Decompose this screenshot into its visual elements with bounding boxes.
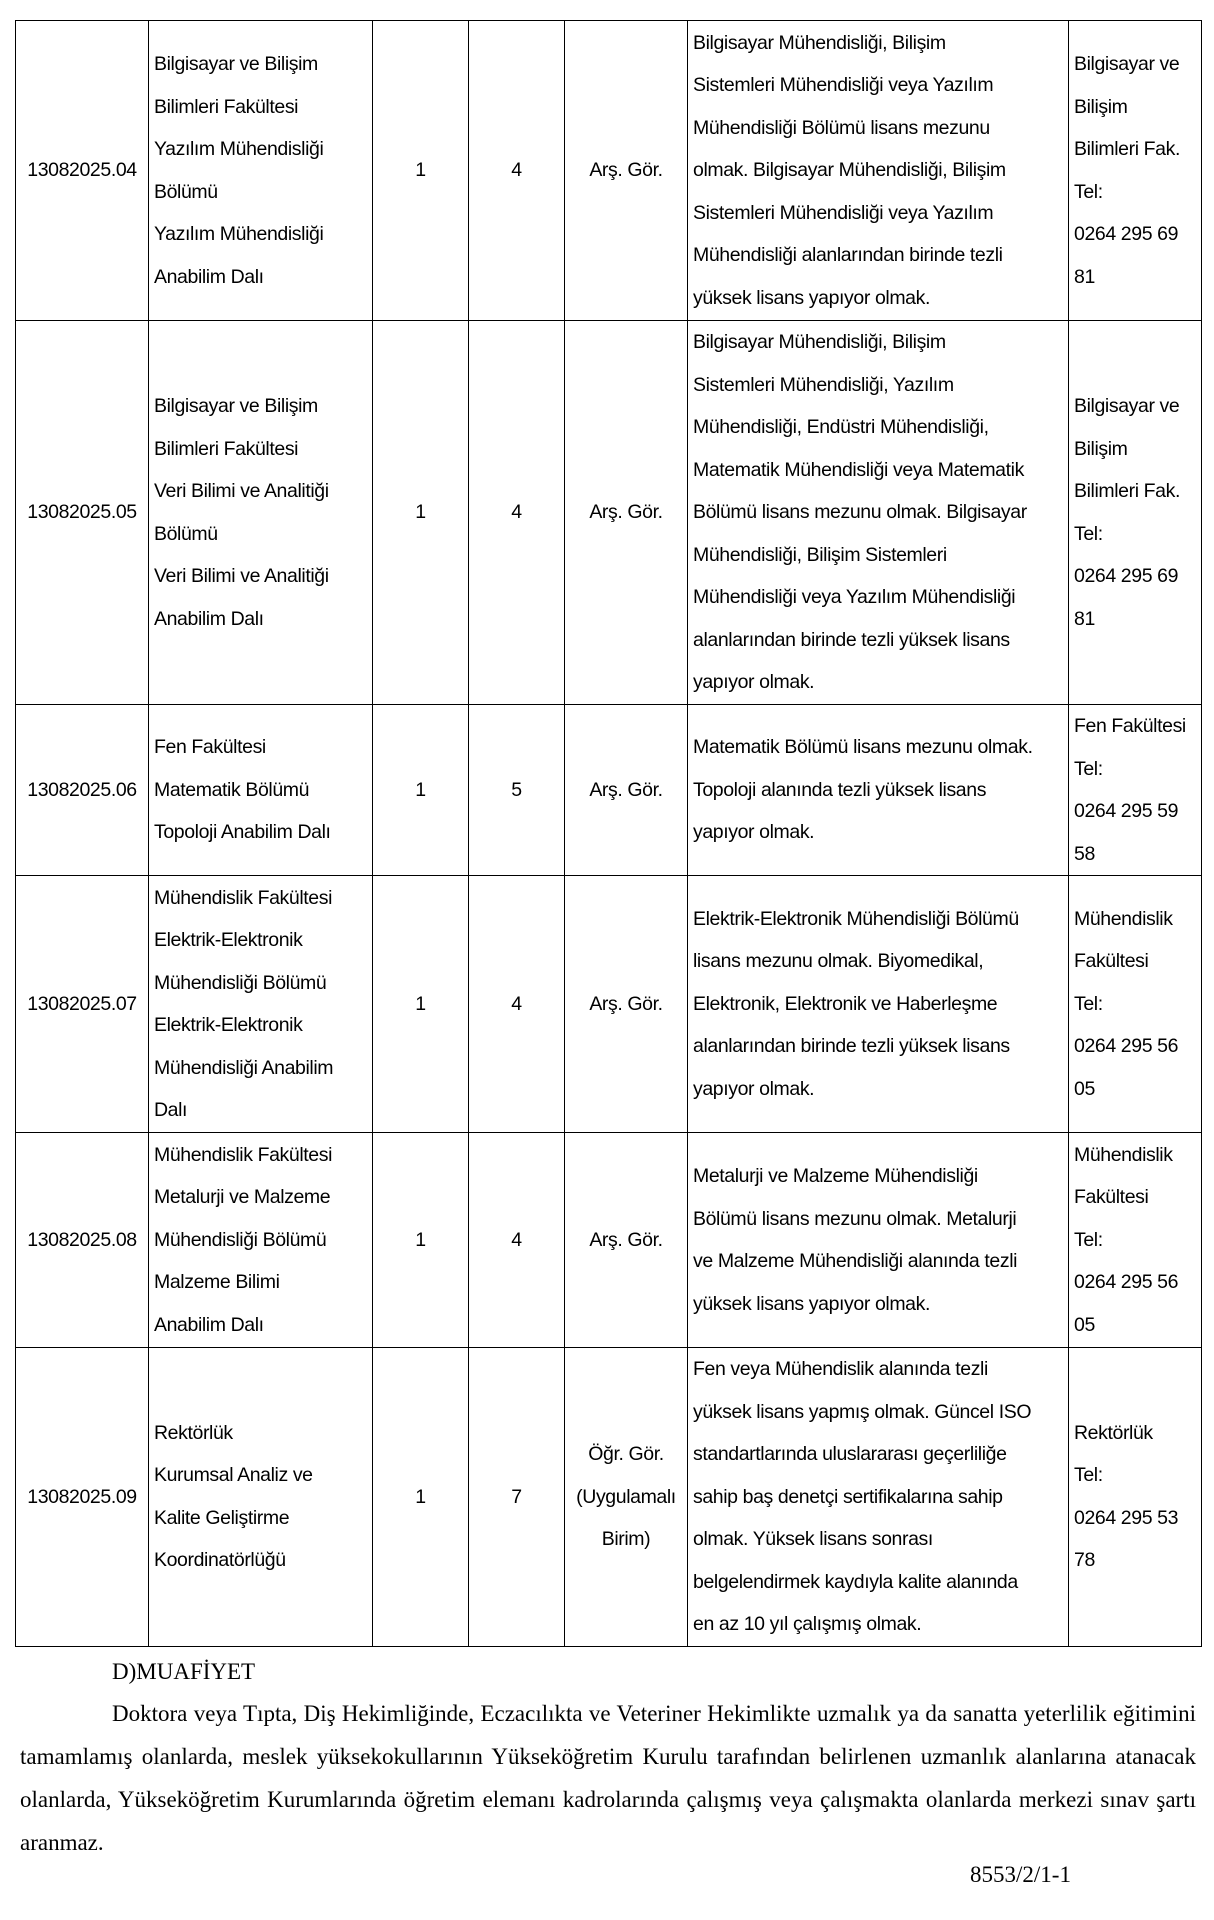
requirements-line: ve Malzeme Mühendisliği alanında tezli [693, 1250, 1018, 1272]
requirements-line: Elektronik, Elektronik ve Haberleşme [693, 992, 998, 1015]
contact-info-line: Rektörlük [1074, 1421, 1153, 1444]
unit-name-cell [149, 705, 373, 876]
requirements-line: Bölümü lisans mezunu olmak. Bilgisayar [693, 501, 1027, 524]
reference-number: 8553/2/1-1 [970, 1862, 1071, 1887]
position-title-line: Arş. Gör. [589, 501, 663, 524]
unit-name-line: Dalı [154, 1099, 188, 1121]
contact-info-line: Bilimleri Fak. [1074, 480, 1180, 502]
unit-name-line: Bölümü [154, 522, 218, 545]
exemption-text: Doktora veya Tıpta, Diş Hekimliğinde, Eczacılıkta ve Veteriner Hekimlikte uzmalık ya da sanatta yeterlilik eğitimini tamamlamış olanlarda, meslek yüksekokullarının Yükseköğretim Kurulu tarafından belirlenen uzmanlık alanlarına atanacak olanlarda, Yükseköğretim Kurumlarında öğretim elemanı kadrolarında çalışmış veya çalışmakta olanlarda merkezi sınav şartı aranmaz. [20, 1701, 1196, 1855]
table-row [16, 876, 1202, 1133]
table-row [16, 1133, 1202, 1348]
position-count-cell: 1 [373, 21, 469, 321]
requirements-line: standartlarında uluslararası geçerliliğe [693, 1443, 1007, 1465]
unit-name-line: Anabilim Dalı [154, 607, 264, 630]
contact-info-line: 0264 295 69 [1074, 565, 1179, 587]
requirements-line: Mühendisliği, Endüstri Mühendisliği, [693, 416, 989, 439]
contact-info-line: 78 [1074, 1549, 1095, 1572]
contact-info-line: Tel: [1074, 992, 1103, 1015]
unit-name-line: Bilgisayar ve Bilişim [154, 395, 318, 417]
contact-info-line: Bilişim [1074, 437, 1128, 460]
position-title-line: (Uygulamalı [576, 1485, 676, 1508]
contact-info-line: Fen Fakültesi [1074, 715, 1186, 737]
requirements-line: olmak. Yüksek lisans sonrası [693, 1528, 933, 1550]
unit-name-line: Bölümü [154, 180, 218, 203]
position-title-cell [565, 1133, 688, 1348]
position-title-cell [565, 321, 688, 705]
requirements-line: Mühendisliği, Bilişim Sistemleri [693, 543, 947, 566]
contact-info-line: 81 [1074, 607, 1095, 630]
exemption-title: D)MUAFİYET [112, 1659, 256, 1684]
position-code-cell: 13082025.07 [16, 876, 149, 1133]
requirements-line: lisans mezunu olmak. Biyomedikal, [693, 950, 984, 973]
contact-info-line: Fakültesi [1074, 1186, 1149, 1209]
position-code-cell: 13082025.04 [16, 21, 149, 321]
position-title-line: Arş. Gör. [589, 159, 663, 182]
contact-info-line: Tel: [1074, 522, 1103, 545]
requirements-line: Metalurji ve Malzeme Mühendisliği [693, 1165, 978, 1187]
unit-name-line: Mühendisliği Bölümü [154, 1228, 327, 1251]
requirements-line: Sistemleri Mühendisliği veya Yazılım [693, 74, 994, 97]
contact-info-cell [1069, 321, 1202, 705]
requirements-cell [688, 1348, 1069, 1647]
unit-name-cell [149, 876, 373, 1133]
position-code-cell: 13082025.08 [16, 1133, 149, 1348]
requirements-line: yapıyor olmak. [693, 671, 815, 694]
unit-name-line: Elektrik-Elektronik [154, 929, 303, 951]
position-degree-cell: 5 [469, 705, 565, 876]
requirements-line: alanlarından birinde tezli yüksek lisans [693, 628, 1010, 651]
position-code-cell: 13082025.09 [16, 1348, 149, 1647]
requirements-line: Mühendisliği alanlarından birinde tezli [693, 244, 1003, 267]
position-degree-cell: 4 [469, 1133, 565, 1348]
contact-info-line: Tel: [1074, 757, 1103, 780]
unit-name-cell [149, 1348, 373, 1647]
unit-name-line: Anabilim Dalı [154, 265, 264, 288]
requirements-line: alanlarından birinde tezli yüksek lisans [693, 1035, 1010, 1058]
unit-name-line: Mühendislik Fakültesi [154, 1143, 333, 1166]
requirements-line: Bilgisayar Mühendisliği, Bilişim [693, 31, 946, 54]
contact-info-line: Bilişim [1074, 95, 1128, 118]
requirements-line: Bilgisayar Mühendisliği, Bilişim [693, 331, 946, 354]
unit-name-line: Metalurji ve Malzeme [154, 1186, 331, 1209]
position-title-line: Arş. Gör. [589, 992, 663, 1015]
unit-name-line: Bilimleri Fakültesi [154, 95, 299, 118]
position-count-cell: 1 [373, 321, 469, 705]
contact-info-line: Fakültesi [1074, 950, 1149, 973]
position-count-cell: 1 [373, 1348, 469, 1647]
position-code-cell: 13082025.05 [16, 321, 149, 705]
contact-info-line: 0264 295 69 [1074, 223, 1179, 245]
exemption-paragraph [20, 1692, 1196, 1864]
requirements-line: Matematik Bölümü lisans mezunu olmak. [693, 736, 1033, 759]
requirements-line: en az 10 yıl çalışmış olmak. [693, 1613, 922, 1635]
table-row [16, 321, 1202, 705]
contact-info-line: Mühendislik [1074, 907, 1173, 930]
unit-name-line: Koordinatörlüğü [154, 1549, 286, 1572]
unit-name-line: Rektörlük [154, 1421, 233, 1444]
unit-name-line: Matematik Bölümü [154, 778, 310, 801]
position-count-cell: 1 [373, 705, 469, 876]
contact-info-line: Bilgisayar ve [1074, 53, 1180, 75]
unit-name-cell [149, 1133, 373, 1348]
unit-name-cell [149, 21, 373, 321]
contact-info-line: Mühendislik [1074, 1143, 1173, 1166]
unit-name-line: Topoloji Anabilim Dalı [154, 821, 331, 844]
position-title-cell [565, 876, 688, 1133]
contact-info-line: Bilgisayar ve [1074, 395, 1180, 417]
table-row [16, 1348, 1202, 1647]
position-title-line: Arş. Gör. [589, 1228, 663, 1251]
contact-info-line: Tel: [1074, 1464, 1103, 1487]
position-degree-cell: 4 [469, 21, 565, 321]
requirements-line: belgelendirmek kaydıyla kalite alanında [693, 1570, 1018, 1593]
position-title-cell [565, 705, 688, 876]
contact-info-cell [1069, 876, 1202, 1133]
requirements-line: Sistemleri Mühendisliği, Yazılım [693, 373, 954, 396]
contact-info-line: Tel: [1074, 180, 1103, 203]
unit-name-line: Yazılım Mühendisliği [154, 138, 324, 160]
contact-info-line: 0264 295 59 [1074, 800, 1179, 822]
unit-name-line: Veri Bilimi ve Analitiği [154, 480, 329, 502]
unit-name-cell [149, 321, 373, 705]
contact-info-line: 0264 295 56 [1074, 1271, 1179, 1294]
contact-info-line: 58 [1074, 842, 1095, 865]
contact-info-line: 05 [1074, 1313, 1095, 1336]
contact-info-line: 81 [1074, 265, 1095, 288]
requirements-line: Sistemleri Mühendisliği veya Yazılım [693, 201, 994, 224]
requirements-line: sahip baş denetçi sertifikalarına sahip [693, 1485, 1003, 1508]
requirements-cell [688, 705, 1069, 876]
table-row [16, 705, 1202, 876]
unit-name-line: Fen Fakültesi [154, 736, 266, 759]
requirements-cell [688, 21, 1069, 321]
position-title-cell [565, 21, 688, 321]
requirements-line: Bölümü lisans mezunu olmak. Metalurji [693, 1207, 1017, 1230]
requirements-cell [688, 321, 1069, 705]
unit-name-line: Bilgisayar ve Bilişim [154, 53, 318, 75]
contact-info-cell [1069, 1348, 1202, 1647]
requirements-line: yüksek lisans yapmış olmak. Güncel ISO [693, 1400, 1032, 1423]
unit-name-line: Yazılım Mühendisliği [154, 223, 324, 245]
requirements-line: Mühendisliği Bölümü lisans mezunu [693, 116, 990, 139]
requirements-line: Mühendisliği veya Yazılım Mühendisliği [693, 586, 1016, 609]
position-count-cell: 1 [373, 876, 469, 1133]
unit-name-line: Anabilim Dalı [154, 1313, 264, 1336]
unit-name-line: Malzeme Bilimi [154, 1271, 280, 1294]
position-title-line: Arş. Gör. [589, 778, 663, 801]
unit-name-line: Veri Bilimi ve Analitiği [154, 565, 329, 587]
unit-name-line: Mühendislik Fakültesi [154, 886, 333, 909]
requirements-cell [688, 1133, 1069, 1348]
requirements-line: Topoloji alanında tezli yüksek lisans [693, 778, 987, 801]
position-title-cell [565, 1348, 688, 1647]
position-code-cell: 13082025.06 [16, 705, 149, 876]
positions-table [15, 20, 1202, 1647]
contact-info-line: Bilimleri Fak. [1074, 138, 1180, 160]
requirements-line: yapıyor olmak. [693, 1077, 815, 1100]
unit-name-line: Bilimleri Fakültesi [154, 437, 299, 460]
unit-name-line: Kurumsal Analiz ve [154, 1464, 313, 1487]
contact-info-cell [1069, 1133, 1202, 1348]
contact-info-line: 0264 295 53 [1074, 1506, 1179, 1529]
unit-name-line: Mühendisliği Anabilim [154, 1056, 334, 1079]
contact-info-cell [1069, 21, 1202, 321]
position-degree-cell: 7 [469, 1348, 565, 1647]
requirements-line: Elektrik-Elektronik Mühendisliği Bölümü [693, 907, 1019, 930]
contact-info-cell [1069, 705, 1202, 876]
requirements-line: Fen veya Mühendislik alanında tezli [693, 1358, 988, 1380]
contact-info-line: 05 [1074, 1077, 1095, 1100]
contact-info-line: 0264 295 56 [1074, 1035, 1179, 1058]
position-degree-cell: 4 [469, 876, 565, 1133]
table-row [16, 21, 1202, 321]
requirements-line: Matematik Mühendisliği veya Matematik [693, 458, 1024, 481]
position-title-line: Öğr. Gör. [588, 1443, 664, 1465]
requirements-line: olmak. Bilgisayar Mühendisliği, Bilişim [693, 159, 1006, 182]
position-title-line: Birim) [601, 1528, 651, 1550]
contact-info-line: Tel: [1074, 1228, 1103, 1251]
requirements-cell [688, 876, 1069, 1133]
unit-name-line: Elektrik-Elektronik [154, 1014, 303, 1036]
requirements-line: yüksek lisans yapıyor olmak. [693, 1292, 930, 1315]
unit-name-line: Kalite Geliştirme [154, 1506, 290, 1529]
requirements-line: yüksek lisans yapıyor olmak. [693, 286, 930, 309]
position-count-cell: 1 [373, 1133, 469, 1348]
requirements-line: yapıyor olmak. [693, 821, 815, 844]
unit-name-line: Mühendisliği Bölümü [154, 971, 327, 994]
position-degree-cell: 4 [469, 321, 565, 705]
